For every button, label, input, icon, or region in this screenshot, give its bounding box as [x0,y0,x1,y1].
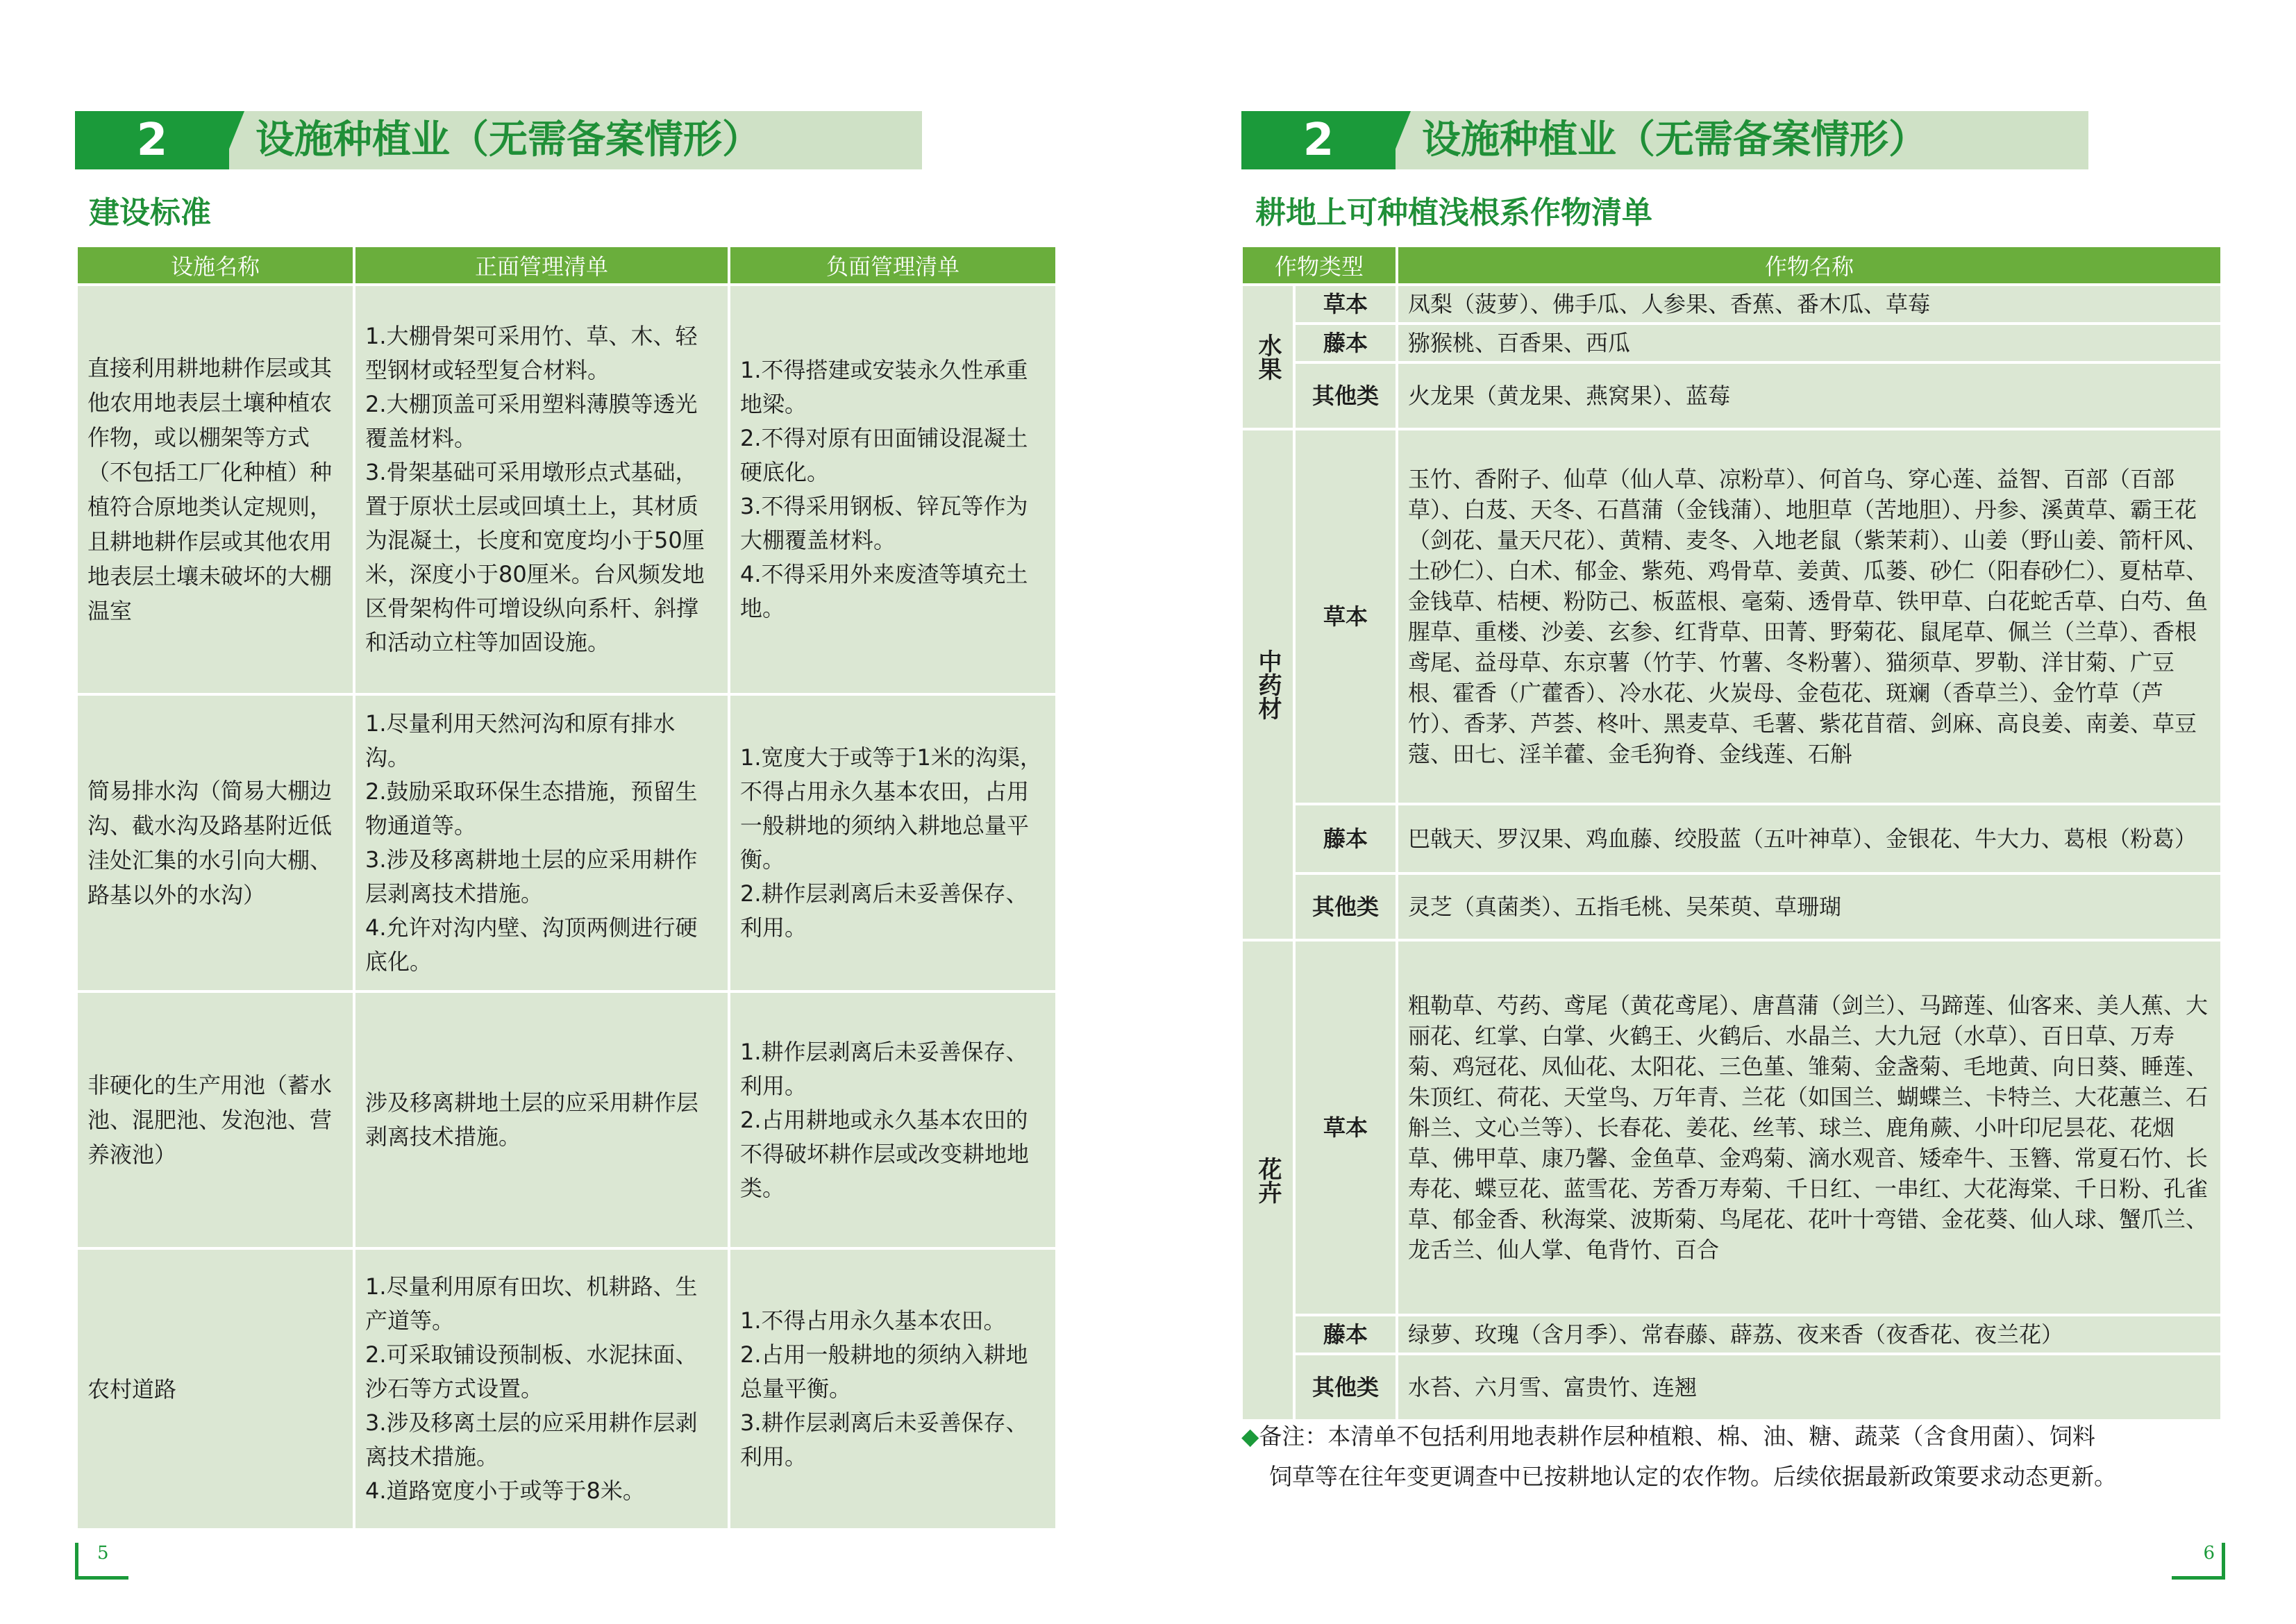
section-slant [1387,111,1411,169]
facility-name: 非硬化的生产用池（蓄水池、混肥池、发泡池、营养液池） [76,991,354,1248]
section-number: 2 [1241,111,1396,169]
list-item: 3.不得采用钢板、锌瓦等作为大棚覆盖材料。 [740,493,1028,553]
section-slant [221,111,244,169]
standards-table [75,244,1058,1531]
list-item: 4.道路宽度小于或等于8米。 [365,1477,645,1504]
negative-list [729,991,1057,1248]
list-item: 涉及移离耕地土层的应采用耕作层剥离技术措施。 [365,1089,699,1150]
table-row [1241,804,2222,873]
crop-list: 火龙果（黄龙果、燕窝果）、蓝莓 [1397,362,2222,429]
page-number: 6 [2203,1543,2215,1564]
header-crop-type: 作物类型 [1241,246,1397,285]
header-positive-list: 正面管理清单 [354,246,729,285]
subheading: 耕地上可种植浅根系作物清单 [1255,195,1652,231]
positive-list [354,694,729,991]
list-item: 2.可采取铺设预制板、水泥抹面、沙石等方式设置。 [365,1341,698,1402]
list-item: 3.涉及移离土层的应采用耕作层剥离技术措施。 [365,1409,698,1470]
table-row [1241,1354,2222,1421]
subcategory-label: 其他类 [1294,1354,1397,1421]
list-item: 2.耕作层剥离后未妥善保存、利用。 [740,880,1028,941]
section-number: 2 [75,111,229,169]
table-row [1241,362,2222,429]
table-row [76,285,1057,694]
list-item: 1.不得搭建或安装永久性承重地梁。 [740,357,1028,417]
list-item: 1.宽度大于或等于1米的沟渠，不得占用永久基本农田，占用一般耕地的须纳入耕地总量平衡。 [740,744,1042,873]
crop-list: 玉竹、香附子、仙草（仙人草、凉粉草）、何首乌、穿心莲、益智、百部（百部草）、白芨、天冬、石菖蒲（金钱蒲）、地胆草（苦地胆）、丹参、溪黄草、霸王花（剑花、量天尺花）、黄精、麦冬、入地老鼠（紫茉莉）、山姜（野山姜、箭杆风、土砂仁）、白术、郁金、紫苑、鸡骨草、姜黄、瓜蒌、砂仁（阳春砂仁）、夏枯草、金钱草、桔梗、粉防己、板蓝根、毫菊、透骨草、铁甲草、白花蛇舌草、白芍、鱼腥草、重楼、沙姜、玄参、红背草、田菁、野菊花、鼠尾草、佩兰（兰草）、香根鸢尾、益母草、东京薯（竹芋、竹薯、冬粉薯）、猫须草、罗勒、洋甘菊、广豆根、霍香（广藿香）、冷水花、火炭母、金苞花、斑斓（香草兰）、金竹草（芦竹）、香茅、芦荟、柊叶、黑麦草、毛薯、紫花苜蓿、剑麻、高良姜、南姜、草豆蔻、田七、淫羊藿、金毛狗脊、金线莲、石斛 [1397,429,2222,804]
footnote-line-1 [1241,1416,2227,1457]
positive-list [354,285,729,694]
category-flowers: 花卉 [1241,940,1294,1421]
list-item: 4.不得采用外来废渣等填充土地。 [740,561,1028,621]
facility-name: 简易排水沟（简易大棚边沟、截水沟及路基附近低洼处汇集的水引向大棚、路基以外的水沟） [76,694,354,991]
list-item: 4.允许对沟内壁、沟顶两侧进行硬底化。 [365,914,698,975]
table-row [1241,285,2222,324]
page-number: 5 [97,1543,109,1564]
crop-list: 凤梨（菠萝）、佛手瓜、人参果、香蕉、番木瓜、草莓 [1397,285,2222,324]
footnote-line-2: 饲草等在往年变更调查中已按耕地认定的农作物。后续依据最新政策要求动态更新。 [1269,1463,2117,1490]
subcategory-label: 草本 [1294,285,1397,324]
list-item: 1.大棚骨架可采用竹、草、木、轻型钢材或轻型复合材料。 [365,323,698,383]
crop-list: 绿萝、玫瑰（含月季）、常春藤、薜荔、夜来香（夜香花、夜兰花） [1397,1315,2222,1354]
list-item: 2.占用一般耕地的须纳入耕地总量平衡。 [740,1341,1028,1402]
list-item: 3.涉及移离耕地土层的应采用耕作层剥离技术措施。 [365,846,698,907]
category-herbs: 中药材 [1241,429,1294,940]
diamond-bullet-icon: ◆ [1241,1423,1259,1450]
table-row [1241,873,2222,940]
table-row [76,1248,1057,1530]
positive-list [354,1248,729,1530]
subcategory-label: 草本 [1294,940,1397,1315]
table-header-row [76,246,1057,285]
list-item: 2.大棚顶盖可采用塑料薄膜等透光覆盖材料。 [365,391,698,451]
subcategory-label: 藤本 [1294,1315,1397,1354]
subcategory-label: 草本 [1294,429,1397,804]
crop-list: 猕猴桃、百香果、西瓜 [1397,324,2222,362]
subheading: 建设标准 [89,195,211,231]
list-item: 1.不得占用永久基本农田。 [740,1307,1006,1334]
subcategory-label: 藤本 [1294,804,1397,873]
facility-name: 农村道路 [76,1248,354,1530]
list-item: 2.占用耕地或永久基本农田的不得破坏耕作层或改变耕地地类。 [740,1106,1030,1201]
subcategory-label: 其他类 [1294,362,1397,429]
category-fruit: 水果 [1241,285,1294,429]
table-header-row [1241,246,2222,285]
list-item: 2.鼓励采取环保生态措施，预留生物通道等。 [365,778,698,839]
table-row [1241,429,2222,804]
table-row [1241,1315,2222,1354]
table-row [1241,940,2222,1315]
list-item: 1.尽量利用天然河沟和原有排水沟。 [365,710,676,771]
facility-name: 直接利用耕地耕作层或其他农用地表层土壤种植农作物，或以棚架等方式（不包括工厂化种植）种植符合原地类认定规则，且耕地耕作层或其他农用地表层土壤未破坏的大棚温室 [76,285,354,694]
subcategory-label: 藤本 [1294,324,1397,362]
footnote-text: 备注：本清单不包括利用地表耕作层种植粮、棉、油、糖、蔬菜（含食用菌）、饲料 [1259,1423,2095,1450]
list-item: 3.骨架基础可采用墩形点式基础，置于原状土层或回填土上，其材质为混凝土，长度和宽度均小于50厘米，深度小于80厘米。台风频发地区骨架构件可增设纵向系杆、斜撑和活动立柱等加固设施。 [365,459,705,655]
crop-list: 灵芝（真菌类）、五指毛桃、吴茱萸、草珊瑚 [1397,873,2222,940]
negative-list [729,1248,1057,1530]
crops-table [1240,244,2223,1422]
footnote [1241,1416,2227,1497]
list-item: 3.耕作层剥离后未妥善保存、利用。 [740,1409,1028,1470]
negative-list [729,285,1057,694]
list-item: 1.耕作层剥离后未妥善保存、利用。 [740,1038,1028,1099]
subcategory-label: 其他类 [1294,873,1397,940]
table-row [76,694,1057,991]
section-title: 设施种植业（无需备案情形） [1422,117,1927,162]
table-row [1241,324,2222,362]
negative-list [729,694,1057,991]
section-title: 设施种植业（无需备案情形） [255,117,761,162]
header-facility-name: 设施名称 [76,246,354,285]
list-item: 1.尽量利用原有田坎、机耕路、生产道等。 [365,1273,698,1334]
table-row [76,991,1057,1248]
list-item: 2.不得对原有田面铺设混凝土硬底化。 [740,425,1028,485]
header-crop-names: 作物名称 [1397,246,2222,285]
crop-list: 水苔、六月雪、富贵竹、连翘 [1397,1354,2222,1421]
crop-list: 粗勒草、芍药、鸢尾（黄花鸢尾）、唐菖蒲（剑兰）、马蹄莲、仙客来、美人蕉、大丽花、红掌、白掌、火鹤王、火鹤后、水晶兰、大九冠（水草）、百日草、万寿菊、鸡冠花、凤仙花、太阳花、三色堇、雏菊、金盏菊、毛地黄、向日葵、睡莲、朱顶红、荷花、天堂鸟、万年青、兰花（如国兰、蝴蝶兰、卡特兰、大花蕙兰、石斛兰、文心兰等）、长春花、姜花、丝苇、球兰、鹿角蕨、小叶印尼昙花、花烟草、佛甲草、康乃馨、金鱼草、金鸡菊、滴水观音、矮牵牛、玉簪、常夏石竹、长寿花、蝶豆花、蓝雪花、芳香万寿菊、千日红、一串红、大花海棠、千日粉、孔雀草、郁金香、秋海棠、波斯菊、鸟尾花、花叶十弯错、金花葵、仙人球、蟹爪兰、龙舌兰、仙人掌、龟背竹、百合 [1397,940,2222,1315]
positive-list [354,991,729,1248]
header-negative-list: 负面管理清单 [729,246,1057,285]
crop-list: 巴戟天、罗汉果、鸡血藤、绞股蓝（五叶神草）、金银花、牛大力、葛根（粉葛） [1397,804,2222,873]
